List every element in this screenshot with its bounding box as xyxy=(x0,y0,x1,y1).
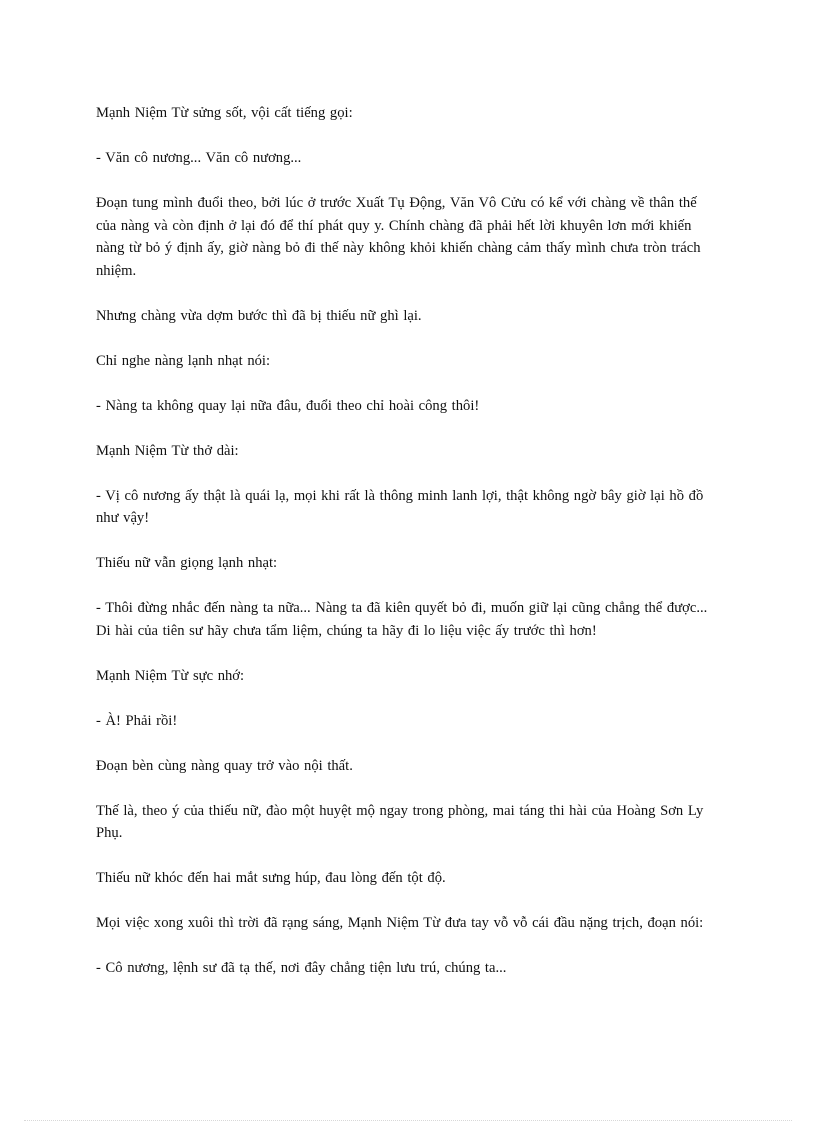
paragraph: - À! Phải rồi! xyxy=(96,712,178,729)
paragraph: Mọi việc xong xuôi thì trời đã rạng sáng, Mạnh Niệm Từ đưa tay vỗ vỗ cái đầu nặng trịch, đoạn nói: xyxy=(96,915,704,931)
paragraph: - Nàng ta không quay lại nữa đâu, đuổi theo chỉ hoài công thôi! xyxy=(96,397,480,414)
paragraph: Đoạn tung mình đuổi theo, bởi lúc ở trước Xuất Tụ Động, Văn Vô Cửu có kể với chàng về thân thế của nàng và còn định ở lại đó để thí phát quy y. Chính chàng đã phải hết lời khuyên lơn mới khiến nàng từ bỏ ý định ấy, giờ nàng bỏ đi thế này không khỏi khiến chàng cảm thấy mình chưa tròn trách nhiệm. xyxy=(96,195,701,279)
page-bottom-divider xyxy=(24,1120,792,1121)
paragraph: - Thôi đừng nhắc đến nàng ta nữa... Nàng ta đã kiên quyết bỏ đi, muốn giữ lại cũng chẳng thể được... Di hài của tiên sư hãy chưa tẩm liệm, chúng ta hãy đi lo liệu việc ấy trước thì hơn! xyxy=(96,600,708,639)
paragraph: - Cô nương, lệnh sư đã tạ thế, nơi đây chẳng tiện lưu trú, chúng ta... xyxy=(96,960,507,976)
paragraph: Đoạn bèn cùng nàng quay trở vào nội thất. xyxy=(96,757,353,774)
paragraph: Thiếu nữ khóc đến hai mắt sưng húp, đau lòng đến tột độ. xyxy=(96,870,446,886)
paragraph: - Vị cô nương ấy thật là quái lạ, mọi khi rất là thông minh lanh lợi, thật không ngờ bây giờ lại hồ đồ như vậy! xyxy=(96,487,704,526)
document-body xyxy=(96,102,720,1002)
paragraph: Nhưng chàng vừa dợm bước thì đã bị thiếu nữ ghì lại. xyxy=(96,307,422,324)
paragraph: Chỉ nghe nàng lạnh nhạt nói: xyxy=(96,352,271,369)
paragraph: Thế là, theo ý của thiếu nữ, đào một huyệt mộ ngay trong phòng, mai táng thi hài của Hoàng Sơn Ly Phụ. xyxy=(96,802,704,841)
paragraph: Mạnh Niệm Từ thở dài: xyxy=(96,442,239,459)
paragraph: - Văn cô nương... Văn cô nương... xyxy=(96,150,302,166)
paragraph: Mạnh Niệm Từ sực nhớ: xyxy=(96,667,245,684)
paragraph: Mạnh Niệm Từ sửng sốt, vội cất tiếng gọi: xyxy=(96,105,353,121)
paragraph: Thiếu nữ vẫn giọng lạnh nhạt: xyxy=(96,555,278,571)
